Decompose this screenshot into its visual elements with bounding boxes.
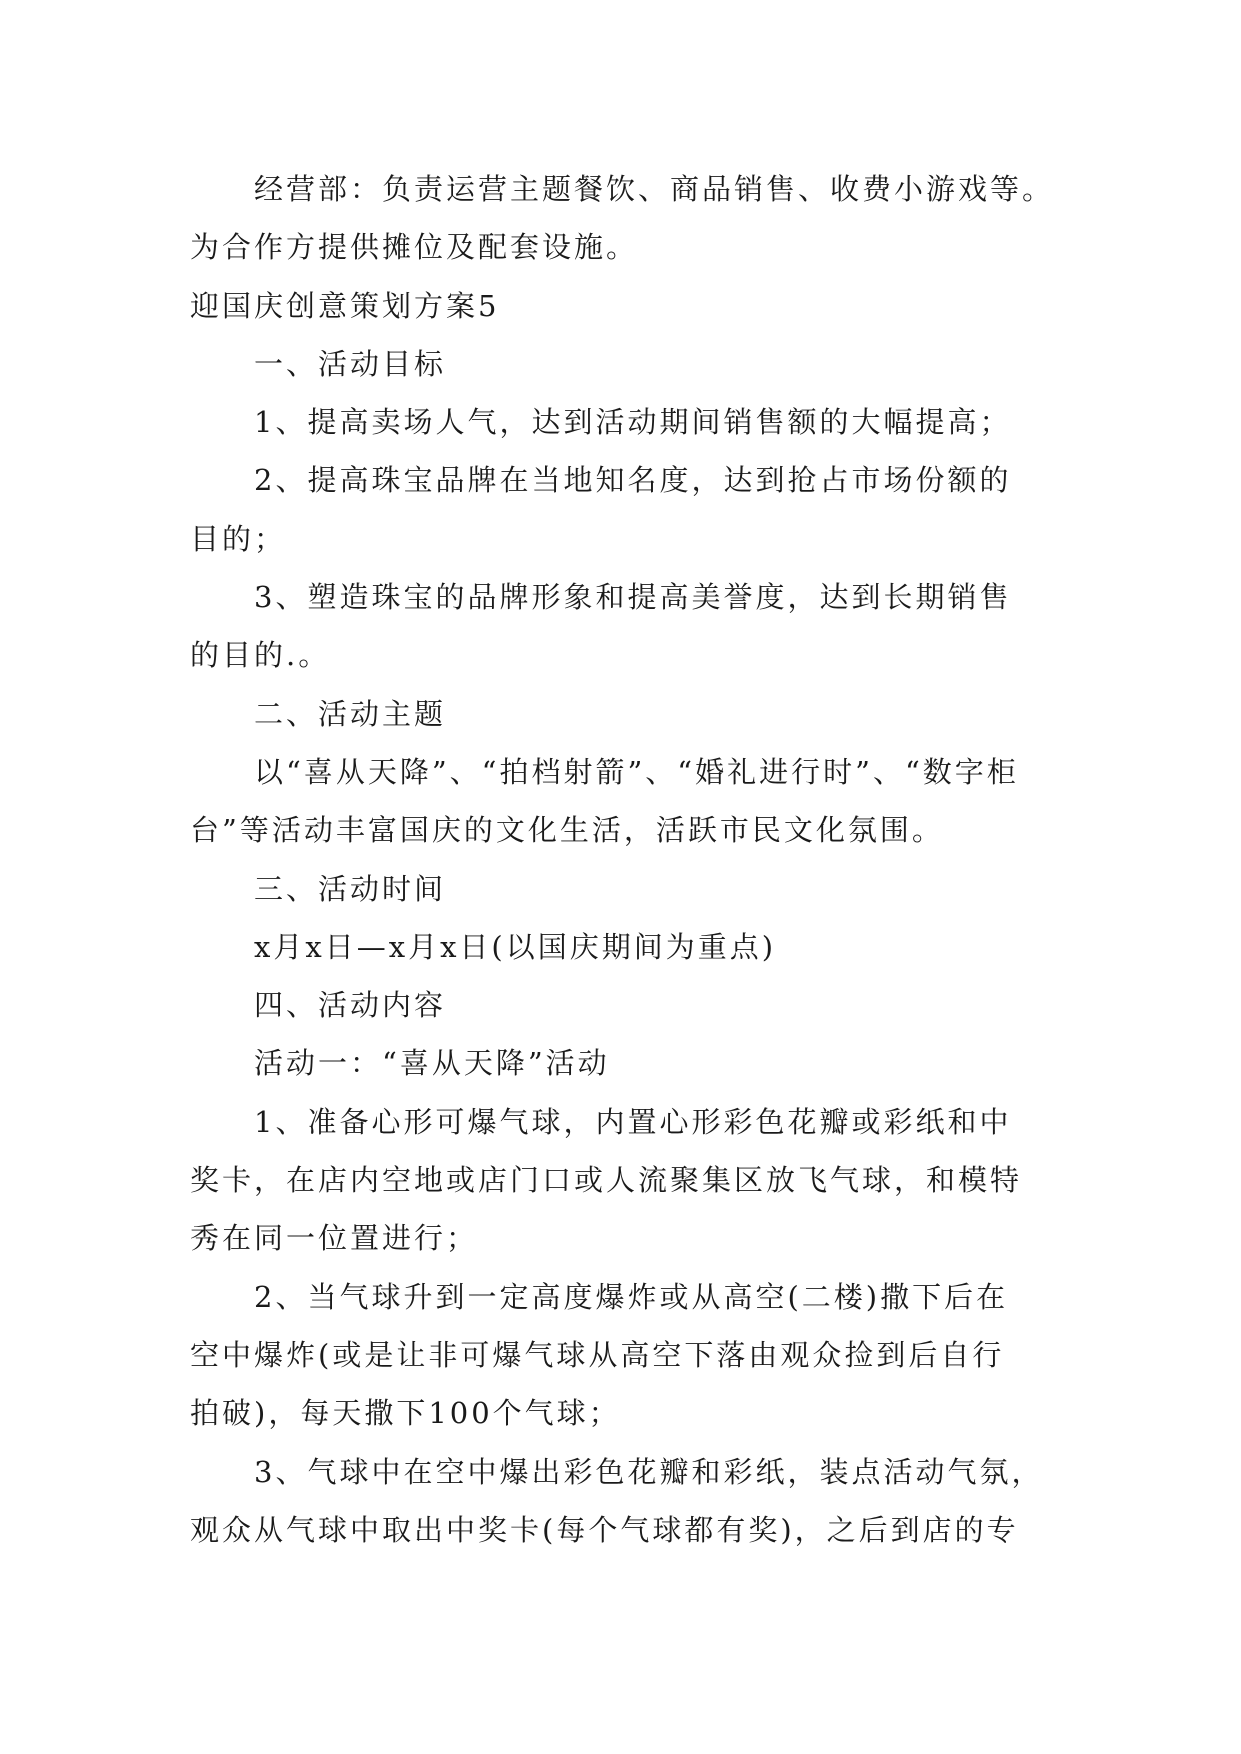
paragraph-line: x月x日—x月x日(以国庆期间为重点) — [254, 929, 777, 964]
paragraph-line: 目的； — [190, 521, 287, 556]
paragraph-line: 2、当气球升到一定高度爆炸或从高空(二楼)撒下后在 — [254, 1279, 1009, 1314]
paragraph-line: 奖卡，在店内空地或店门口或人流聚集区放飞气球，和模特 — [190, 1163, 1023, 1198]
paragraph-line: 以“喜从天降”、“拍档射箭”、“婚礼进行时”、“数字柜 — [254, 754, 1019, 789]
paragraph-line: 台”等活动丰富国庆的文化生活，活跃市民文化氛围。 — [190, 813, 944, 848]
paragraph-line: 的目的.。 — [190, 638, 331, 673]
heading-time: 三、活动时间 — [254, 871, 447, 906]
paragraph-line: 拍破)，每天撒下100个气球； — [190, 1396, 621, 1431]
paragraph-line: 1、提高卖场人气，达到活动期间销售额的大幅提高； — [254, 405, 1012, 440]
document-body — [190, 160, 1055, 1559]
heading-theme: 二、活动主题 — [254, 696, 447, 731]
heading-content: 四、活动内容 — [254, 988, 447, 1023]
heading-objectives: 一、活动目标 — [254, 346, 447, 381]
paragraph-line: 1、准备心形可爆气球，内置心形彩色花瓣或彩纸和中 — [254, 1104, 1012, 1139]
paragraph-line: 经营部：负责运营主题餐饮、商品销售、收费小游戏等。 — [254, 172, 1055, 206]
paragraph-line: 为合作方提供摊位及配套设施。 — [190, 230, 639, 265]
section-title: 迎国庆创意策划方案5 — [190, 288, 500, 323]
paragraph-line: 空中爆炸(或是让非可爆气球从高空下落由观众捡到后自行 — [190, 1337, 1005, 1372]
paragraph-line: 3、塑造珠宝的品牌形象和提高美誉度，达到长期销售 — [254, 580, 1012, 615]
paragraph-line: 观众从气球中取出中奖卡(每个气球都有奖)，之后到店的专 — [190, 1512, 1019, 1547]
activity-title: 活动一：“喜从天降”活动 — [254, 1046, 610, 1081]
paragraph-line: 3、气球中在空中爆出彩色花瓣和彩纸，装点活动气氛， — [254, 1454, 1044, 1489]
paragraph-line: 秀在同一位置进行； — [190, 1221, 479, 1256]
paragraph-line: 2、提高珠宝品牌在当地知名度，达到抢占市场份额的 — [254, 463, 1012, 498]
